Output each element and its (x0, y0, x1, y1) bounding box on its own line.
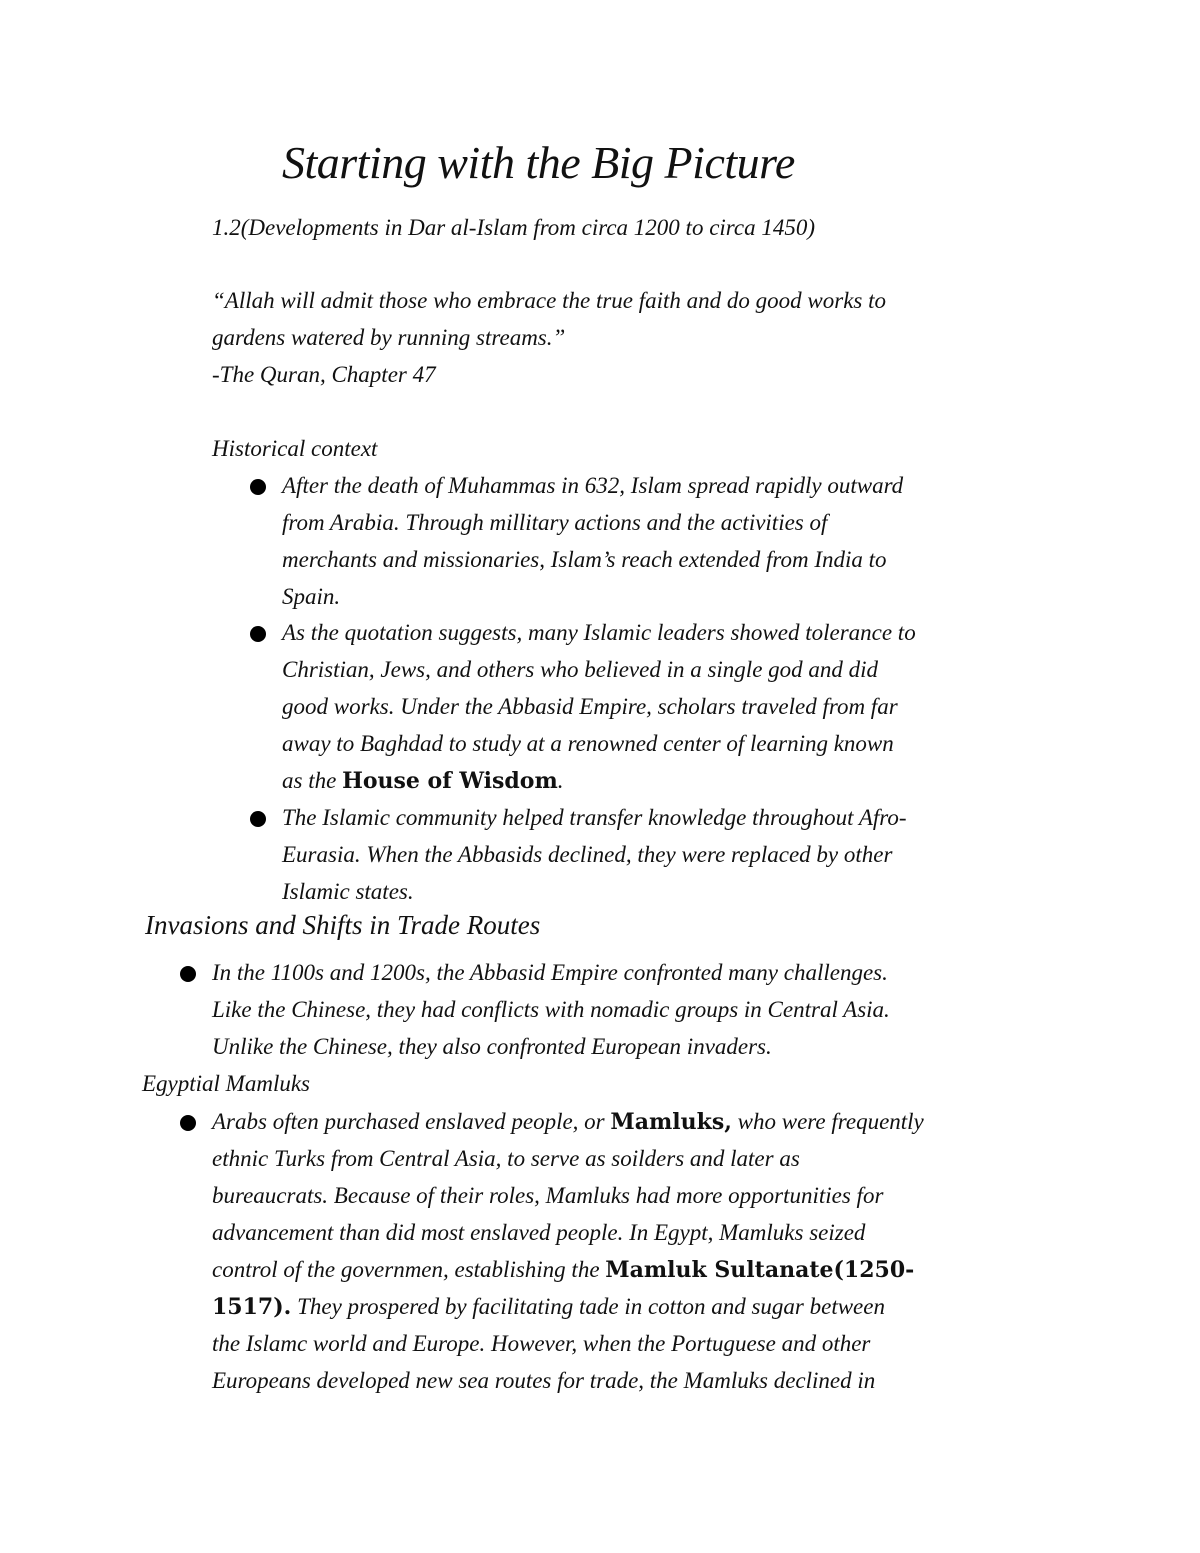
subtitle: 1.2(Developments in Dar al-Islam from circa 1200 to circa 1450) (212, 215, 816, 240)
page-title: Starting with the Big Picture (282, 137, 795, 188)
hc-bullet2-line4: away to Baghdad to study at a renowned center of learning known (282, 731, 894, 756)
hc-bullet1-line2: from Arabia. Through millitary actions and the activities of (282, 510, 828, 535)
bullet-icon (250, 626, 266, 642)
mam-line2: ethnic Turks from Central Asia, to serve as soilders and later as (212, 1146, 800, 1171)
inv-bullet1-line1: In the 1100s and 1200s, the Abbasid Empire confronted many challenges. (212, 960, 888, 985)
mam-line1-suffix: who were frequently (731, 1109, 924, 1134)
bullet-icon (250, 811, 266, 827)
inv-bullet1-line2: Like the Chinese, they had conflicts with nomadic groups in Central Asia. (212, 997, 890, 1022)
mam-line1 (212, 1103, 924, 1141)
house-of-wisdom: House of Wisdom (342, 768, 558, 794)
hc-bullet2-prefix: as the (282, 768, 343, 793)
bullet-icon (180, 966, 196, 982)
mam-line6-suffix: They prospered by facilitating tade in cotton and sugar between (291, 1294, 885, 1319)
mam-line3: bureaucrats. Because of their roles, Mamluks had more opportunities for (212, 1183, 884, 1208)
bullet-icon (180, 1115, 196, 1131)
historical-context-heading: Historical context (212, 436, 378, 461)
hc-bullet1-line1: After the death of Muhammas in 632, Islam spread rapidly outward (282, 473, 904, 498)
hc-bullet3-line3: Islamic states. (282, 879, 414, 904)
mamluks-term: Mamluks, (610, 1109, 732, 1135)
inv-bullet1-line3: Unlike the Chinese, they also confronted European invaders. (212, 1034, 772, 1059)
quote-line-1: “Allah will admit those who embrace the true faith and do good works to (212, 288, 887, 313)
hc-bullet3-line1: The Islamic community helped transfer knowledge throughout Afro- (282, 805, 907, 830)
mam-line7: the Islamc world and Europe. However, when the Portuguese and other (212, 1331, 871, 1356)
quote-line-2: gardens watered by running streams.” (212, 325, 566, 350)
hc-bullet1-line4: Spain. (282, 584, 341, 609)
mam-line5 (212, 1251, 914, 1289)
hc-bullet2-line2: Christian, Jews, and others who believed in a single god and did (282, 657, 879, 682)
mamluk-sultanate-end: 1517). (212, 1294, 292, 1320)
mam-line4: advancement than did most enslaved people. In Egypt, Mamluks seized (212, 1220, 866, 1245)
mam-line1-prefix: Arabs often purchased enslaved people, or (212, 1109, 611, 1134)
mamluks-heading: Egyptial Mamluks (142, 1071, 310, 1096)
mamluk-sultanate: Mamluk Sultanate(1250- (605, 1257, 915, 1283)
hc-bullet2-line5 (282, 762, 564, 800)
mam-line8: Europeans developed new sea routes for trade, the Mamluks declined in (212, 1368, 876, 1393)
hc-bullet1-line3: merchants and missionaries, Islam’s reach extended from India to (282, 547, 887, 572)
bullet-icon (250, 479, 266, 495)
hc-bullet3-line2: Eurasia. When the Abbasids declined, they were replaced by other (282, 842, 893, 867)
hc-bullet2-suffix: . (557, 768, 564, 793)
mam-line5-prefix: control of the governmen, establishing the (212, 1257, 606, 1282)
hc-bullet2-line1: As the quotation suggests, many Islamic leaders showed tolerance to (282, 620, 916, 645)
quote-source: -The Quran, Chapter 47 (212, 362, 436, 387)
mam-line6 (212, 1288, 885, 1326)
hc-bullet2-line3: good works. Under the Abbasid Empire, scholars traveled from far (282, 694, 898, 719)
invasions-heading: Invasions and Shifts in Trade Routes (145, 910, 541, 940)
